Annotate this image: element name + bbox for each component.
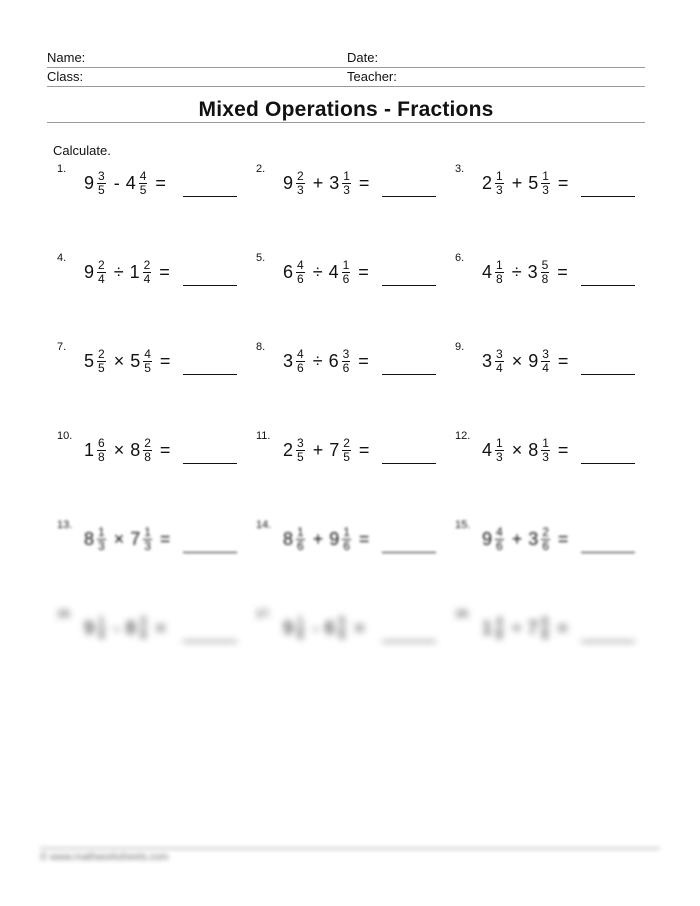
whole-2: 9 bbox=[528, 350, 539, 371]
numerator-2: 2 bbox=[143, 257, 151, 272]
equals-sign: = bbox=[159, 528, 171, 549]
operator: × bbox=[511, 439, 523, 460]
operator: - bbox=[113, 617, 120, 638]
fraction-2 bbox=[342, 348, 351, 375]
problem-number: 6. bbox=[455, 252, 465, 264]
whole-1: 9 bbox=[482, 528, 493, 549]
denominator-1: 4 bbox=[98, 271, 105, 286]
problem-number: 9. bbox=[455, 341, 465, 353]
answer-blank[interactable] bbox=[382, 285, 436, 286]
numerator-1: 3 bbox=[496, 346, 503, 361]
denominator-1: 3 bbox=[496, 449, 503, 464]
whole-1: 1 bbox=[482, 617, 493, 638]
operator: ÷ bbox=[113, 261, 124, 282]
whole-2: 8 bbox=[528, 439, 539, 460]
answer-blank[interactable] bbox=[183, 196, 237, 197]
operator: - bbox=[312, 617, 319, 638]
denominator-1: 6 bbox=[496, 538, 503, 553]
expression bbox=[84, 612, 166, 644]
numerator-1: 4 bbox=[496, 524, 503, 539]
answer-blank[interactable] bbox=[581, 641, 635, 642]
whole-1: 9 bbox=[84, 172, 95, 193]
footer bbox=[40, 848, 660, 863]
fraction-1 bbox=[296, 348, 305, 375]
fraction-2 bbox=[342, 259, 351, 286]
whole-2: 1 bbox=[129, 261, 140, 282]
equals-sign: = bbox=[557, 261, 568, 282]
footer-text: © www.mathworksheets.com bbox=[40, 852, 169, 863]
denominator-2: 6 bbox=[342, 271, 350, 286]
numerator-2: 1 bbox=[542, 168, 549, 183]
equals-sign: = bbox=[155, 617, 166, 638]
equals-sign: = bbox=[557, 528, 569, 549]
answer-blank[interactable] bbox=[581, 374, 635, 375]
whole-1: 1 bbox=[84, 439, 95, 460]
whole-1: 9 bbox=[283, 617, 294, 638]
operator: + bbox=[312, 528, 324, 549]
operator: ÷ bbox=[312, 261, 323, 282]
fraction-1 bbox=[495, 348, 504, 375]
numerator-2: 2 bbox=[542, 524, 549, 539]
denominator-2: 8 bbox=[541, 627, 549, 642]
expression bbox=[283, 167, 369, 199]
numerator-2: 4 bbox=[144, 346, 151, 361]
whole-1: 3 bbox=[482, 350, 493, 371]
denominator-2: 5 bbox=[144, 360, 151, 375]
operator: - bbox=[113, 172, 120, 193]
denominator-1: 8 bbox=[496, 271, 503, 286]
equals-sign: = bbox=[155, 172, 166, 193]
title-divider bbox=[47, 122, 645, 123]
problem-16 bbox=[57, 608, 252, 648]
equals-sign: = bbox=[557, 350, 569, 371]
denominator-1: 3 bbox=[496, 182, 503, 197]
date-label: Date: bbox=[347, 50, 379, 65]
problem-17 bbox=[256, 608, 451, 648]
denominator-2: 6 bbox=[343, 538, 350, 553]
denominator-2: 3 bbox=[542, 182, 549, 197]
denominator-2: 4 bbox=[139, 627, 147, 642]
expression bbox=[482, 612, 568, 644]
denominator-2: 3 bbox=[542, 449, 549, 464]
equals-sign: = bbox=[354, 617, 365, 638]
whole-2: 3 bbox=[329, 172, 340, 193]
problem-14 bbox=[256, 519, 451, 559]
problem-9 bbox=[455, 341, 650, 381]
fraction-2 bbox=[541, 348, 550, 375]
numerator-1: 1 bbox=[98, 524, 105, 539]
expression bbox=[283, 345, 369, 377]
whole-1: 5 bbox=[84, 350, 95, 371]
expression bbox=[84, 256, 170, 288]
whole-2: 8 bbox=[125, 617, 136, 638]
equals-sign: = bbox=[358, 172, 370, 193]
answer-blank[interactable] bbox=[581, 196, 635, 197]
numerator-2: 3 bbox=[139, 613, 147, 628]
numerator-2: 1 bbox=[342, 257, 350, 272]
equals-sign: = bbox=[557, 172, 569, 193]
equals-sign: = bbox=[358, 350, 369, 371]
expression bbox=[482, 256, 568, 288]
class-label: Class: bbox=[47, 69, 84, 84]
denominator-1: 5 bbox=[297, 449, 304, 464]
denominator-2: 4 bbox=[542, 360, 549, 375]
numerator-2: 3 bbox=[342, 346, 350, 361]
numerator-1: 2 bbox=[297, 168, 304, 183]
problem-number: 16. bbox=[57, 608, 73, 620]
denominator-2: 8 bbox=[144, 449, 151, 464]
expression bbox=[84, 523, 170, 555]
numerator-1: 1 bbox=[98, 613, 105, 628]
problem-number: 11. bbox=[256, 430, 271, 442]
problem-number: 5. bbox=[256, 252, 266, 264]
equals-sign: = bbox=[159, 439, 171, 460]
whole-1: 9 bbox=[283, 172, 294, 193]
operator: × bbox=[511, 350, 523, 371]
fraction-1 bbox=[495, 615, 504, 642]
fraction-2 bbox=[139, 615, 148, 642]
problem-2 bbox=[256, 163, 451, 203]
expression bbox=[84, 345, 170, 377]
fraction-2 bbox=[143, 259, 152, 286]
numerator-2: 1 bbox=[343, 168, 350, 183]
whole-2: 7 bbox=[130, 528, 141, 549]
problem-number: 10. bbox=[57, 430, 73, 442]
whole-2: 7 bbox=[527, 617, 538, 638]
denominator-2: 6 bbox=[342, 360, 350, 375]
problem-number: 15. bbox=[455, 519, 471, 531]
numerator-1: 1 bbox=[496, 435, 503, 450]
numerator-1: 4 bbox=[496, 613, 503, 628]
denominator-1: 5 bbox=[98, 360, 105, 375]
problem-3 bbox=[455, 163, 650, 203]
numerator-2: 3 bbox=[542, 346, 549, 361]
answer-blank[interactable] bbox=[183, 463, 237, 464]
numerator-2: 1 bbox=[542, 435, 549, 450]
expression bbox=[482, 345, 568, 377]
equals-sign: = bbox=[358, 261, 369, 282]
whole-2: 6 bbox=[324, 617, 335, 638]
fraction-2 bbox=[342, 170, 351, 197]
whole-1: 2 bbox=[283, 439, 294, 460]
denominator-1: 3 bbox=[297, 182, 304, 197]
equals-sign: = bbox=[358, 439, 370, 460]
problem-number: 8. bbox=[256, 341, 266, 353]
numerator-2: 6 bbox=[541, 613, 549, 628]
expression bbox=[482, 167, 568, 199]
whole-2: 3 bbox=[528, 528, 539, 549]
numerator-1: 3 bbox=[297, 435, 304, 450]
denominator-1: 8 bbox=[496, 627, 503, 642]
whole-2: 5 bbox=[130, 350, 141, 371]
problem-5 bbox=[256, 252, 451, 292]
denominator-1: 3 bbox=[98, 538, 105, 553]
fraction-1 bbox=[296, 259, 305, 286]
whole-2: 8 bbox=[130, 439, 141, 460]
expression bbox=[84, 434, 170, 466]
equals-sign: = bbox=[557, 439, 569, 460]
operator: ÷ bbox=[511, 617, 522, 638]
problem-15 bbox=[455, 519, 650, 559]
whole-2: 9 bbox=[329, 528, 340, 549]
equals-sign: = bbox=[358, 528, 370, 549]
denominator-1: 6 bbox=[297, 360, 304, 375]
operator: × bbox=[113, 350, 125, 371]
numerator-2: 5 bbox=[338, 613, 346, 628]
problem-number: 17. bbox=[256, 608, 272, 620]
problem-number: 18. bbox=[455, 608, 471, 620]
fraction-1 bbox=[97, 526, 106, 553]
fraction-1 bbox=[495, 259, 504, 286]
numerator-1: 1 bbox=[297, 524, 304, 539]
numerator-2: 2 bbox=[343, 435, 350, 450]
answer-blank[interactable] bbox=[581, 285, 635, 286]
name-label: Name: bbox=[47, 50, 86, 65]
denominator-2: 6 bbox=[338, 627, 346, 642]
answer-blank[interactable] bbox=[382, 552, 436, 553]
numerator-2: 4 bbox=[139, 168, 147, 183]
footer-divider bbox=[40, 848, 660, 849]
whole-1: 9 bbox=[84, 617, 95, 638]
expression bbox=[482, 434, 568, 466]
numerator-1: 2 bbox=[98, 257, 105, 272]
whole-1: 8 bbox=[283, 528, 294, 549]
fraction-1 bbox=[97, 437, 106, 464]
whole-2: 7 bbox=[329, 439, 340, 460]
page-title: Mixed Operations - Fractions bbox=[198, 98, 494, 121]
denominator-1: 6 bbox=[297, 627, 304, 642]
whole-2: 4 bbox=[125, 172, 136, 193]
fraction-2 bbox=[338, 615, 347, 642]
whole-1: 4 bbox=[482, 439, 493, 460]
fraction-1 bbox=[296, 170, 305, 197]
denominator-2: 5 bbox=[343, 449, 350, 464]
whole-2: 6 bbox=[328, 350, 339, 371]
operator: + bbox=[312, 172, 324, 193]
problem-number: 7. bbox=[57, 341, 67, 353]
fraction-1 bbox=[495, 437, 504, 464]
answer-blank[interactable] bbox=[382, 641, 436, 642]
denominator-2: 5 bbox=[139, 182, 147, 197]
operator: ÷ bbox=[511, 261, 522, 282]
operator: + bbox=[511, 528, 523, 549]
teacher-label: Teacher: bbox=[347, 69, 397, 84]
problem-number: 2. bbox=[256, 163, 266, 175]
numerator-1: 1 bbox=[496, 257, 503, 272]
answer-blank[interactable] bbox=[382, 463, 436, 464]
problem-7 bbox=[57, 341, 252, 381]
answer-blank[interactable] bbox=[581, 463, 635, 464]
header-row-1 bbox=[47, 49, 645, 68]
whole-1: 4 bbox=[482, 261, 493, 282]
denominator-1: 6 bbox=[297, 271, 304, 286]
answer-blank[interactable] bbox=[183, 552, 237, 553]
fraction-2 bbox=[143, 437, 152, 464]
denominator-1: 8 bbox=[98, 449, 105, 464]
expression bbox=[283, 612, 365, 644]
operator: × bbox=[113, 439, 125, 460]
operator: + bbox=[312, 439, 324, 460]
problem-number: 13. bbox=[57, 519, 73, 531]
denominator-1: 5 bbox=[98, 182, 105, 197]
answer-blank[interactable] bbox=[382, 196, 436, 197]
problem-11 bbox=[256, 430, 451, 470]
fraction-2 bbox=[143, 348, 152, 375]
denominator-1: 4 bbox=[98, 627, 105, 642]
numerator-1: 1 bbox=[297, 613, 304, 628]
operator: ÷ bbox=[312, 350, 323, 371]
problem-4 bbox=[57, 252, 252, 292]
problem-number: 12. bbox=[455, 430, 471, 442]
whole-1: 8 bbox=[84, 528, 95, 549]
numerator-1: 2 bbox=[98, 346, 105, 361]
fraction-2 bbox=[541, 259, 550, 286]
problem-8 bbox=[256, 341, 451, 381]
fraction-1 bbox=[97, 615, 106, 642]
problem-10 bbox=[57, 430, 252, 470]
fraction-1 bbox=[97, 348, 106, 375]
fraction-2 bbox=[342, 437, 351, 464]
numerator-2: 1 bbox=[343, 524, 350, 539]
fraction-1 bbox=[296, 615, 305, 642]
denominator-2: 3 bbox=[343, 182, 350, 197]
expression bbox=[283, 434, 369, 466]
problem-12 bbox=[455, 430, 650, 470]
equals-sign: = bbox=[159, 261, 170, 282]
operator: × bbox=[113, 528, 125, 549]
numerator-1: 4 bbox=[297, 257, 304, 272]
fraction-1 bbox=[97, 170, 106, 197]
fraction-2 bbox=[541, 437, 550, 464]
numerator-2: 1 bbox=[144, 524, 151, 539]
problem-1 bbox=[57, 163, 252, 203]
whole-2: 4 bbox=[328, 261, 339, 282]
answer-blank[interactable] bbox=[581, 552, 635, 553]
equals-sign: = bbox=[557, 617, 568, 638]
problem-6 bbox=[455, 252, 650, 292]
problem-number: 1. bbox=[57, 163, 67, 175]
answer-blank[interactable] bbox=[382, 374, 436, 375]
expression bbox=[482, 523, 568, 555]
fraction-1 bbox=[495, 170, 504, 197]
fraction-2 bbox=[139, 170, 148, 197]
fraction-1 bbox=[495, 526, 504, 553]
whole-1: 9 bbox=[84, 261, 95, 282]
denominator-2: 4 bbox=[143, 271, 151, 286]
denominator-1: 6 bbox=[297, 538, 304, 553]
problem-number: 3. bbox=[455, 163, 465, 175]
denominator-2: 6 bbox=[542, 538, 549, 553]
numerator-2: 2 bbox=[144, 435, 151, 450]
header-row-2 bbox=[47, 68, 645, 87]
fraction-1 bbox=[296, 526, 305, 553]
problem-number: 4. bbox=[57, 252, 67, 264]
problem-number: 14. bbox=[256, 519, 272, 531]
whole-2: 5 bbox=[528, 172, 539, 193]
expression bbox=[283, 256, 369, 288]
numerator-1: 6 bbox=[98, 435, 105, 450]
fraction-2 bbox=[541, 615, 550, 642]
instruction-text: Calculate. bbox=[53, 143, 111, 158]
fraction-2 bbox=[541, 526, 550, 553]
numerator-2: 5 bbox=[541, 257, 549, 272]
expression bbox=[283, 523, 369, 555]
whole-1: 3 bbox=[283, 350, 294, 371]
answer-blank[interactable] bbox=[183, 285, 237, 286]
denominator-2: 8 bbox=[541, 271, 549, 286]
answer-blank[interactable] bbox=[183, 374, 237, 375]
whole-1: 6 bbox=[283, 261, 294, 282]
whole-2: 3 bbox=[527, 261, 538, 282]
whole-1: 2 bbox=[482, 172, 493, 193]
fraction-1 bbox=[97, 259, 106, 286]
numerator-1: 3 bbox=[98, 168, 105, 183]
expression bbox=[84, 167, 166, 199]
problem-18 bbox=[455, 608, 650, 648]
answer-blank[interactable] bbox=[183, 641, 237, 642]
operator: + bbox=[511, 172, 523, 193]
numerator-1: 4 bbox=[297, 346, 304, 361]
denominator-1: 4 bbox=[496, 360, 503, 375]
numerator-1: 1 bbox=[496, 168, 503, 183]
fraction-2 bbox=[143, 526, 152, 553]
fraction-1 bbox=[296, 437, 305, 464]
fraction-2 bbox=[342, 526, 351, 553]
equals-sign: = bbox=[159, 350, 171, 371]
denominator-2: 3 bbox=[144, 538, 151, 553]
fraction-2 bbox=[541, 170, 550, 197]
problem-13 bbox=[57, 519, 252, 559]
